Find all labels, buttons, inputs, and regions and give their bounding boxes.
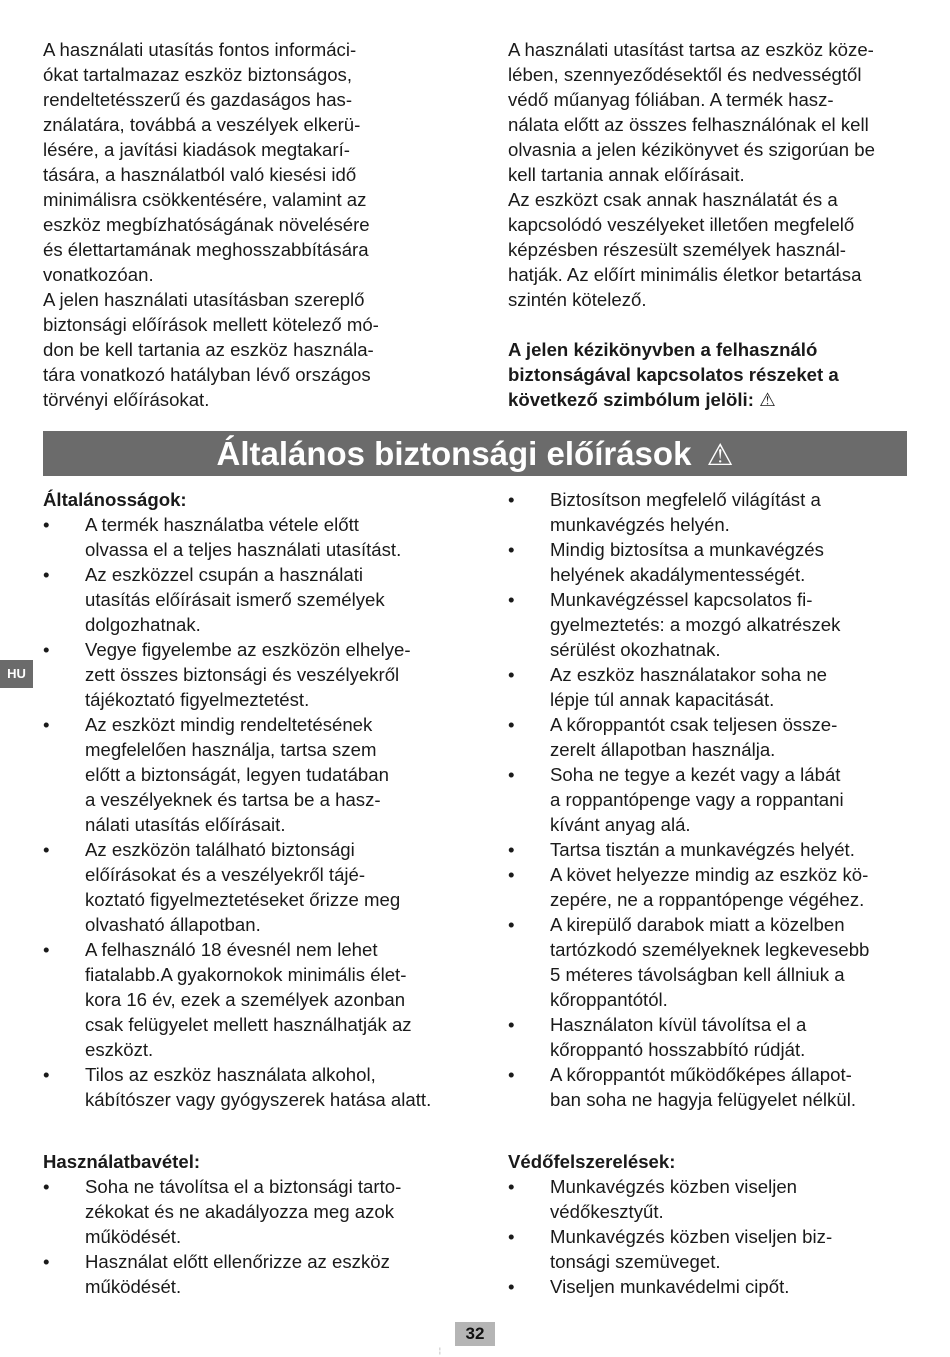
list-item-line: Vegye figyelembe az eszközön elhelye-	[85, 639, 411, 660]
list-item-line: Használaton kívül távolítsa el a	[550, 1014, 807, 1035]
list-item-line: olvassa el a teljes használati utasítást.	[85, 539, 402, 560]
list-item-line: zepére, ne a roppantópenge végéhez.	[550, 889, 865, 910]
text-line: és élettartamának meghosszabbítására	[43, 239, 369, 260]
text-line: ználatára, továbbá a veszélyek elkerü-	[43, 114, 361, 135]
bullet-icon: •	[508, 1176, 515, 1197]
right-safety-list	[508, 487, 918, 1112]
list-item	[43, 1062, 463, 1112]
general-list	[43, 512, 463, 1112]
text-line: eszköz megbízhatóságának növelésére	[43, 214, 370, 235]
text-line: A jelen kézikönyvben a felhasználó	[508, 339, 818, 360]
bullet-icon: •	[43, 939, 50, 960]
list-item-line: tartózkodó személyeknek legkevesebb	[550, 939, 870, 960]
list-item-line: működését.	[85, 1226, 182, 1247]
list-item-line: sérülést okozhatnak.	[550, 639, 721, 660]
list-item-line: Viseljen munkavédelmi cipőt.	[550, 1276, 790, 1297]
list-item-line: koztató figyelmeztetéseket őrizze meg	[85, 889, 401, 910]
list-item-line: Biztosítson megfelelő világítást a	[550, 489, 821, 510]
list-item-line: előtt a biztonságát, legyen tudatában	[85, 764, 389, 785]
list-item	[43, 1174, 463, 1249]
bullet-icon: •	[508, 1276, 515, 1297]
text-line: minimálisra csökkentésére, valamint az	[43, 189, 367, 210]
list-item	[508, 1224, 918, 1274]
body-left-column	[43, 487, 463, 1299]
intro-right-column	[508, 37, 918, 412]
list-item-line: Soha ne tegye a kezét vagy a lábát	[550, 764, 841, 785]
list-item-line: Az eszközzel csupán a használati	[85, 564, 364, 585]
bullet-icon: •	[508, 539, 515, 560]
list-item-line: kőroppantótól.	[550, 989, 668, 1010]
list-item	[508, 1012, 918, 1062]
list-item-line: fiatalabb.A gyakornokok minimális élet-	[85, 964, 407, 985]
list-item-line: védőkesztyűt.	[550, 1201, 664, 1222]
list-item	[508, 537, 918, 587]
list-item-line: kívánt anyag alá.	[550, 814, 691, 835]
list-item-line: tájékoztató figyelmeztetést.	[85, 689, 310, 710]
bullet-icon: •	[508, 839, 515, 860]
bullet-icon: •	[43, 1251, 50, 1272]
list-item-line: A kirepülő darabok miatt a közelben	[550, 914, 845, 935]
text-line: hatják. Az előírt minimális életkor betartása	[508, 264, 862, 285]
language-tab: HU	[0, 660, 33, 688]
list-item	[508, 1274, 918, 1299]
list-item-line: A követ helyezze mindig az eszköz kö-	[550, 864, 869, 885]
list-item-line: Az eszköz használatakor soha ne	[550, 664, 827, 685]
banner-title: Általános biztonsági előírások	[216, 435, 692, 472]
text-line: rendeltetésszerű és gazdaságos has-	[43, 89, 353, 110]
intro-left-column	[43, 37, 463, 412]
bullet-icon: •	[508, 1226, 515, 1247]
bullet-icon: •	[508, 489, 515, 510]
page-number: 32	[455, 1322, 495, 1346]
list-item-line: utasítás előírásait ismerő személyek	[85, 589, 385, 610]
text-line: biztonsági előírások mellett kötelező mó-	[43, 314, 379, 335]
list-item-line: A felhasználó 18 évesnél nem lehet	[85, 939, 378, 960]
list-item	[508, 762, 918, 837]
bullet-icon: •	[43, 639, 50, 660]
text-line: képzésben részesült személyek használ-	[508, 239, 846, 260]
list-item-line: lépje túl annak kapacitását.	[550, 689, 775, 710]
list-item	[508, 912, 918, 1012]
bullet-icon: •	[508, 764, 515, 785]
bullet-icon: •	[508, 1064, 515, 1085]
list-item-line: zerelt állapotban használja.	[550, 739, 776, 760]
bullet-icon: •	[508, 589, 515, 610]
text-line: Az eszközt csak annak használatát és a	[508, 189, 838, 210]
list-item	[43, 562, 463, 637]
list-item-line: nálati utasítás előírásait.	[85, 814, 286, 835]
bullet-icon: •	[508, 864, 515, 885]
text-line: ókat tartalmazaz eszköz biztonságos,	[43, 64, 353, 85]
protective-list	[508, 1174, 918, 1299]
list-item	[43, 712, 463, 837]
list-item	[508, 712, 918, 762]
list-item-line: dolgozhatnak.	[85, 614, 201, 635]
list-item-line: helyének akadálymentességét.	[550, 564, 806, 585]
list-item-line: előírásokat és a veszélyekről tájé-	[85, 864, 366, 885]
text-line: biztonságával kapcsolatos részeket a	[508, 364, 839, 385]
list-item	[508, 862, 918, 912]
text-line: tára vonatkozó hatályban lévő országos	[43, 364, 371, 385]
list-item-line: megfelelően használja, tartsa szem	[85, 739, 377, 760]
list-item-line: tonsági szemüveget.	[550, 1251, 721, 1272]
list-item-line: munkavégzés helyén.	[550, 514, 730, 535]
commissioning-list	[43, 1174, 463, 1299]
text-line: tására, a használatból való kiesési idő	[43, 164, 357, 185]
list-item-line: Tilos az eszköz használata alkohol,	[85, 1064, 376, 1085]
list-item-line: kőroppantó hosszabbító rúdját.	[550, 1039, 806, 1060]
list-item	[43, 637, 463, 712]
bullet-icon: •	[43, 1064, 50, 1085]
text-line: A jelen használati utasításban szereplő	[43, 289, 365, 310]
text-line: következő szimbólum jelöli: ⚠	[508, 389, 776, 410]
bullet-icon: •	[508, 914, 515, 935]
list-item	[508, 1174, 918, 1224]
list-item-line: ban soha ne hagyja felügyelet nélkül.	[550, 1089, 856, 1110]
bullet-icon: •	[43, 564, 50, 585]
list-item-line: zett összes biztonsági és veszélyekről	[85, 664, 400, 685]
text-line: védő műanyag fóliában. A termék hasz-	[508, 89, 834, 110]
list-item	[508, 1062, 918, 1112]
bullet-icon: •	[508, 1014, 515, 1035]
protective-heading: Védőfelszerelések:	[508, 1151, 676, 1172]
list-item-line: 5 méteres távolságban kell állniuk a	[550, 964, 845, 985]
list-item-line: A termék használatba vétele előtt	[85, 514, 359, 535]
warning-triangle-icon: ⚠	[706, 439, 734, 472]
general-heading: Általánosságok:	[43, 489, 187, 510]
section-banner	[43, 431, 907, 476]
list-item	[508, 837, 918, 862]
list-item-line: Az eszközt mindig rendeltetésének	[85, 714, 373, 735]
list-item-line: Tartsa tisztán a munkavégzés helyét.	[550, 839, 855, 860]
list-item	[508, 662, 918, 712]
list-item-line: Munkavégzéssel kapcsolatos fi-	[550, 589, 813, 610]
text-line: kapcsolódó veszélyeket illetően megfelelő	[508, 214, 855, 235]
bullet-icon: •	[508, 664, 515, 685]
text-line: vonatkozóan.	[43, 264, 154, 285]
list-item	[43, 937, 463, 1062]
print-mark: ¦	[439, 1348, 441, 1355]
list-item-line: csak felügyelet mellett használhatják az	[85, 1014, 412, 1035]
text-line: A használati utasítást tartsa az eszköz köze-	[508, 39, 874, 60]
list-item	[508, 587, 918, 662]
text-line: lésére, a javítási kiadások megtakarí-	[43, 139, 350, 160]
bullet-icon: •	[43, 714, 50, 735]
text-line: A használati utasítás fontos informáci-	[43, 39, 357, 60]
text-line: olvasnia a jelen kézikönyvet és szigorúan be	[508, 139, 875, 160]
list-item-line: eszközt.	[85, 1039, 154, 1060]
text-line: nálata előtt az összes felhasználónak el kell	[508, 114, 869, 135]
list-item-line: Soha ne távolítsa el a biztonsági tarto-	[85, 1176, 402, 1197]
list-item	[508, 487, 918, 537]
list-item-line: Munkavégzés közben viseljen biz-	[550, 1226, 833, 1247]
body-right-column	[508, 487, 918, 1299]
text-line: kell tartania annak előírásait.	[508, 164, 745, 185]
bullet-icon: •	[43, 514, 50, 535]
list-item-line: Használat előtt ellenőrizze az eszköz	[85, 1251, 390, 1272]
bullet-icon: •	[508, 714, 515, 735]
text-line: don be kell tartania az eszköz használa-	[43, 339, 374, 360]
list-item-line: a roppantópenge vagy a roppantani	[550, 789, 844, 810]
list-item-line: kora 16 év, ezek a személyek azonban	[85, 989, 406, 1010]
list-item-line: Munkavégzés közben viseljen	[550, 1176, 798, 1197]
list-item-line: működését.	[85, 1276, 182, 1297]
commissioning-heading: Használatbavétel:	[43, 1151, 201, 1172]
list-item	[43, 837, 463, 937]
list-item	[43, 1249, 463, 1299]
list-item-line: Az eszközön található biztonsági	[85, 839, 355, 860]
bullet-icon: •	[43, 1176, 50, 1197]
bullet-icon: •	[43, 839, 50, 860]
intro-right-text	[508, 37, 918, 312]
list-item	[43, 512, 463, 562]
text-line: törvényi előírásokat.	[43, 389, 210, 410]
text-line: szintén kötelező.	[508, 289, 647, 310]
list-item-line: A kőroppantót csak teljesen össze-	[550, 714, 838, 735]
list-item-line: kábítószer vagy gyógyszerek hatása alatt.	[85, 1089, 432, 1110]
list-item-line: Mindig biztosítsa a munkavégzés	[550, 539, 824, 560]
list-item-line: A kőroppantót működőképes állapot-	[550, 1064, 852, 1085]
list-item-line: gyelmeztetés: a mozgó alkatrészek	[550, 614, 841, 635]
list-item-line: a veszélyeknek és tartsa be a hasz-	[85, 789, 381, 810]
list-item-line: olvasható állapotban.	[85, 914, 261, 935]
list-item-line: zékokat és ne akadályozza meg azok	[85, 1201, 395, 1222]
text-line: lében, szennyeződésektől és nedvességtől	[508, 64, 862, 85]
symbol-note	[508, 337, 918, 412]
